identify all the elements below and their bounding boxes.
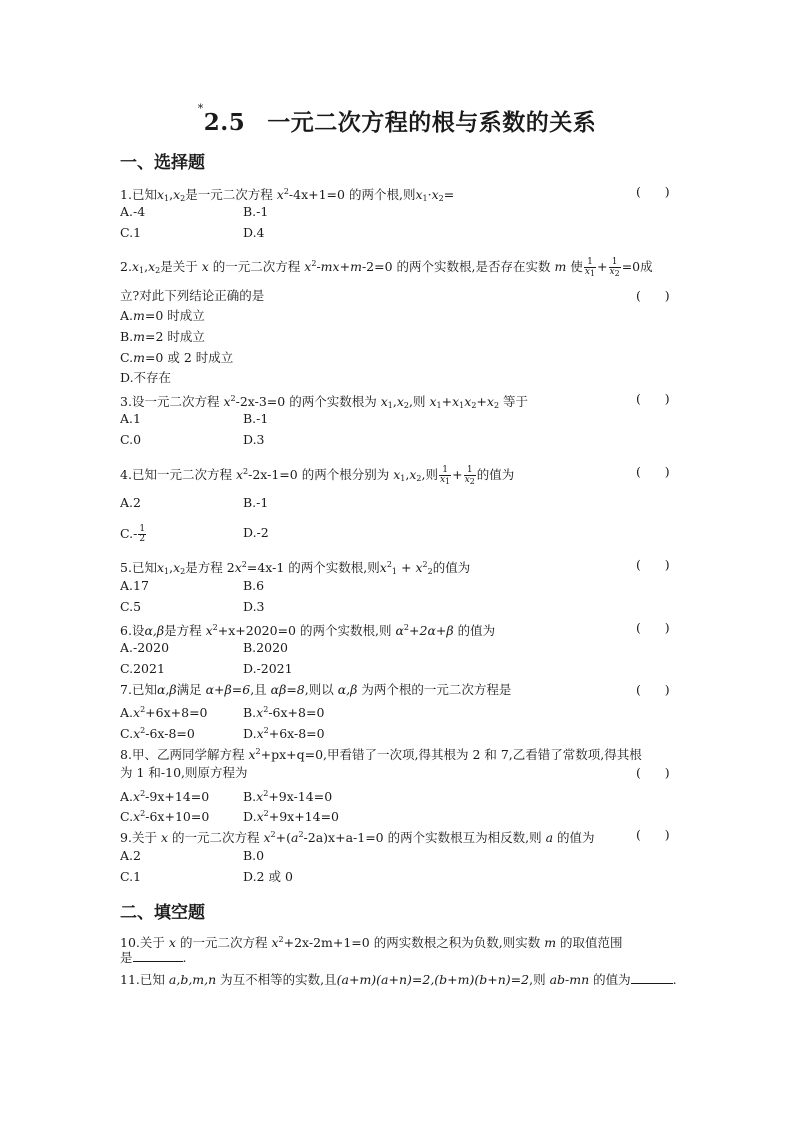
question-3: 3.设一元二次方程 $x^2-2x-3=0$ 的两个实数根为 $x_1,x_2$,则 $x_1+x_1x_2+x_2$ 等于 bbox=[120, 394, 529, 410]
answer-bracket-1: ( ) bbox=[636, 184, 670, 199]
question-2-line-2: 立?对此下列结论正确的是 bbox=[120, 288, 265, 303]
q9-option-c: C.1 bbox=[120, 869, 142, 884]
q5-option-b: B.6 bbox=[243, 578, 265, 593]
q2-option-b: B.m=2 时成立 bbox=[120, 329, 205, 344]
q8-option-b: $B.x^2+9x-14=0$ bbox=[243, 789, 333, 804]
q7-option-a: $A.x^2+6x+8=0$ bbox=[120, 705, 208, 720]
q2-option-d: D.不存在 bbox=[120, 370, 172, 385]
q1-option-a: A.-4 bbox=[120, 204, 146, 219]
q4-option-c: C.- $\frac{1}{2}$ bbox=[120, 524, 146, 544]
q5-option-a: A.17 bbox=[120, 578, 149, 593]
q7-option-d: $D.x^2+6x-8=0$ bbox=[243, 726, 325, 741]
q9-option-a: A.2 bbox=[120, 848, 141, 863]
answer-bracket-9: ( ) bbox=[636, 827, 670, 842]
question-6: 6.设α,β是方程 $x^2+x+2020=0$ 的两个实数根,则 $\alpha^2+2\alpha+\beta$ 的值为 bbox=[120, 623, 496, 638]
answer-bracket-7: ( ) bbox=[636, 682, 670, 697]
title-number: 2.5 bbox=[203, 109, 246, 136]
section-fill-heading: 二、填空题 bbox=[120, 903, 205, 923]
q9-option-d: D.2 或 0 bbox=[243, 869, 293, 884]
answer-bracket-4: ( ) bbox=[636, 464, 670, 479]
q3-option-b: B.-1 bbox=[243, 411, 269, 426]
q5-option-d: D.3 bbox=[243, 599, 265, 614]
q3-option-c: C.0 bbox=[120, 432, 142, 447]
q9-option-b: B.0 bbox=[243, 848, 265, 863]
question-9: 9.关于 x 的一元二次方程 $x^2+(a^2-2a)x+a-1=0$ 的两个实数根互为相反数,则 a 的值为 bbox=[120, 830, 595, 845]
q1-option-d: D.4 bbox=[243, 225, 265, 240]
answer-bracket-3: ( ) bbox=[636, 391, 670, 406]
question-5: 5.已知$x_1,x_2$是方程 $2x^2=4x-1$ 的两个实数根,则$x^2_1 + x^2_2$的值为 bbox=[120, 560, 471, 576]
q3-option-d: D.3 bbox=[243, 432, 265, 447]
q1-option-c: C.1 bbox=[120, 225, 142, 240]
q1-option-b: B.-1 bbox=[243, 204, 269, 219]
question-7: 7.已知α,β满足 α+β=6,且 αβ=8,则以 α,β 为两个根的一元二次方程是 bbox=[120, 682, 512, 697]
q10-answer-blank[interactable] bbox=[133, 950, 183, 962]
q3-option-a: A.1 bbox=[120, 411, 141, 426]
question-2: $2.x_1,x_2$是关于 x 的一元二次方程 $x^2-mx+m-2=0$ 的两个实数根,是否存在实数 m 使 $\frac{1}{x_1}$ + $\frac{1}{x_2}$ =0成 bbox=[120, 256, 653, 278]
q4-option-b: B.-1 bbox=[243, 495, 269, 510]
page-title bbox=[0, 104, 794, 137]
section-choice-heading: 一、选择题 bbox=[120, 153, 205, 173]
answer-bracket-8: ( ) bbox=[636, 765, 670, 780]
q2-option-c: C.m=0 或 2 时成立 bbox=[120, 350, 234, 365]
q6-option-b: B.2020 bbox=[243, 640, 288, 655]
question-11: 11.已知 a,b,m,n 为互不相等的实数,且(a+m)(a+n)=2,(b+m)(b+n)=2,则 ab-mn 的值为 . bbox=[120, 972, 677, 987]
answer-bracket-5: ( ) bbox=[636, 557, 670, 572]
question-10-line-2: 是 . bbox=[120, 950, 187, 965]
q11-answer-blank[interactable] bbox=[631, 972, 673, 984]
title-text: 一元二次方程的根与系数的关系 bbox=[267, 109, 597, 136]
question-4: 4.已知一元二次方程 $x^2-2x-1=0$ 的两个根分别为 $x_1,x_2$,则 $\frac{1}{x_1}$ + $\frac{1}{x_2}$ 的值为 bbox=[120, 464, 515, 486]
q7-option-b: $B.x^2-6x+8=0$ bbox=[243, 705, 325, 720]
question-10: 10.关于 x 的一元二次方程 $x^2+2x-2m+1=0$ 的两实数根之积为负数,则实数 m 的取值范围 bbox=[120, 935, 623, 950]
q8-option-a: $A.x^2-9x+14=0$ bbox=[120, 789, 210, 804]
q6-option-a: A.-2020 bbox=[120, 640, 170, 655]
question-1: 1.已知$x_1,x_2$是一元二次方程 $x^2-4x+1=0$ 的两个根,则$x_1\cdot x_2=$ bbox=[120, 187, 455, 203]
question-8: 8.甲、乙两同学解方程 $x^2+px+q=0$,甲看错了一次项,得其根为 2 和 7,乙看错了常数项,得其根 bbox=[120, 747, 642, 762]
q6-option-d: D.-2021 bbox=[243, 661, 293, 676]
q4-option-d: D.-2 bbox=[243, 525, 269, 540]
q8-option-c: $C.x^2-6x+10=0$ bbox=[120, 809, 210, 824]
question-8-line-2: 为 1 和-10,则原方程为 bbox=[120, 765, 248, 780]
q8-option-d: $D.x^2+9x+14=0$ bbox=[243, 809, 340, 824]
title-star: * bbox=[197, 102, 204, 115]
q7-option-c: $C.x^2-6x-8=0$ bbox=[120, 726, 195, 741]
q4-option-a: A.2 bbox=[120, 495, 141, 510]
answer-bracket-2: ( ) bbox=[636, 288, 670, 303]
q2-option-a: A.m=0 时成立 bbox=[120, 308, 205, 323]
answer-bracket-6: ( ) bbox=[636, 620, 670, 635]
q6-option-c: C.2021 bbox=[120, 661, 165, 676]
q5-option-c: C.5 bbox=[120, 599, 142, 614]
